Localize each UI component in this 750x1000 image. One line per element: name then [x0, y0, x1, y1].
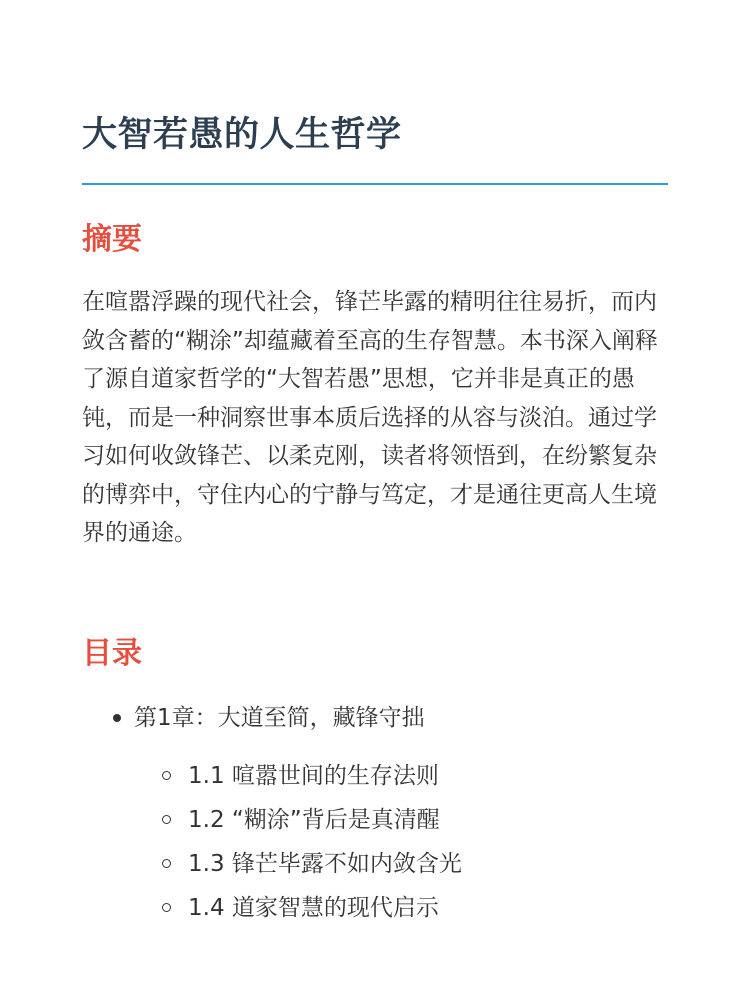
- abstract-paragraph: 在喧嚣浮躁的现代社会，锋芒毕露的精明往往易折，而内敛含蓄的“糊涂”却蕴藏着至高的生存智慧。本书深入阐释了源自道家哲学的“大智若愚”思想，它并非是真正的愚钝，而是一种洞察世事本质后选择的从容与淡泊。通过学习如何收敛锋芒、以柔克刚，读者将领悟到，在纷繁复杂的博弈中，守住内心的宁静与笃定，才是通往更高人生境界的通途。: [82, 289, 658, 546]
- bullet-disc-icon: [113, 714, 121, 722]
- toc-subsection-label: 1.3 锋芒毕露不如内敛含光: [188, 851, 462, 877]
- bullet-circle-icon: [162, 771, 171, 780]
- bullet-circle-icon: [162, 903, 171, 912]
- toc-subsection-1-3: [82, 844, 668, 888]
- page-title: 大智若愚的人生哲学: [82, 115, 402, 155]
- toc-subsection-label: 1.4 道家智慧的现代启示: [188, 895, 439, 921]
- toc-subsection-label: 1.1 喧嚣世间的生存法则: [188, 763, 439, 789]
- table-of-contents: [82, 700, 668, 932]
- toc-heading: 目录: [82, 636, 142, 671]
- bullet-circle-icon: [162, 815, 171, 824]
- toc-subsection-1-1: [82, 756, 668, 800]
- title-divider: [82, 183, 668, 185]
- toc-chapter-label: 第1章：大道至简，藏锋守拙: [134, 705, 425, 731]
- toc-subsection-list: [82, 756, 668, 932]
- bullet-circle-icon: [162, 859, 171, 868]
- toc-chapter-1: [82, 700, 668, 736]
- toc-subsection-1-4: [82, 888, 668, 932]
- toc-subsection-label: 1.2 “糊涂”背后是真清醒: [188, 807, 440, 833]
- abstract-heading: 摘要: [82, 222, 142, 257]
- toc-subsection-1-2: [82, 800, 668, 844]
